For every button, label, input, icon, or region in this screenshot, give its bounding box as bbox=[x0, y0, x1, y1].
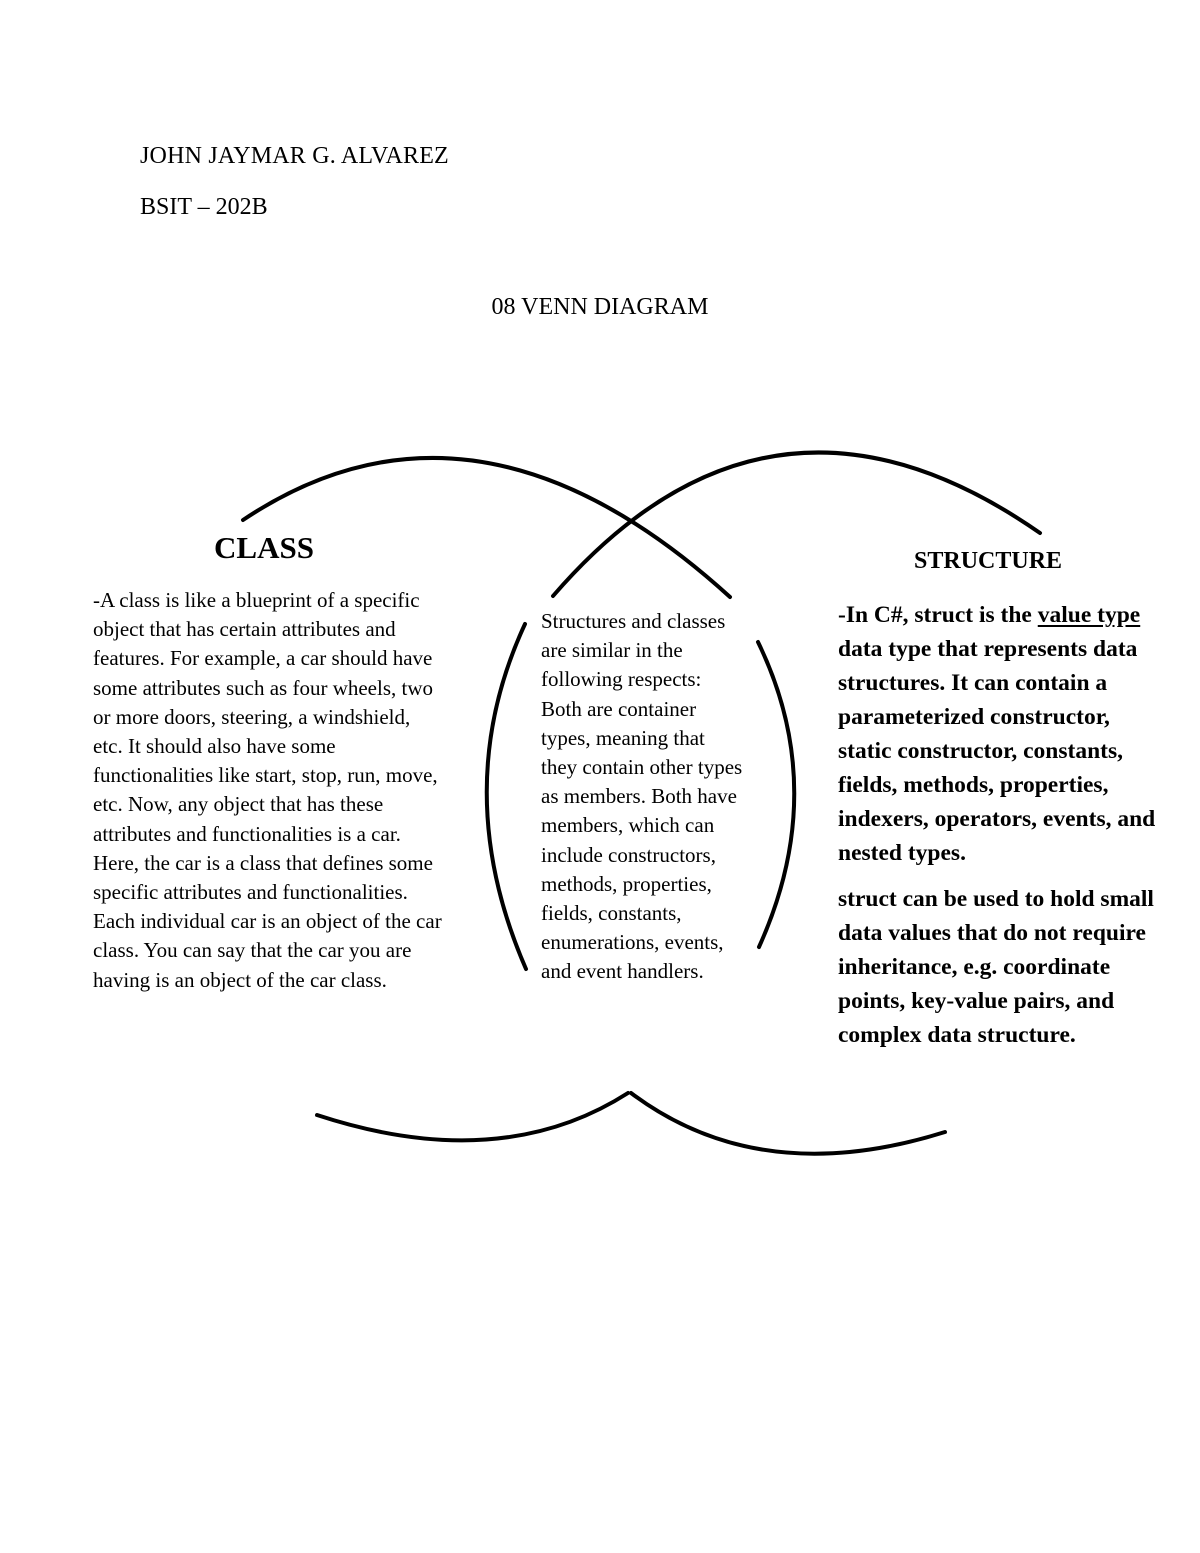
right-circle-left-arc bbox=[487, 624, 526, 969]
section-label: BSIT – 202B bbox=[140, 194, 268, 220]
right-circle-bottom-arc bbox=[631, 1093, 945, 1154]
left-circle-top-arc bbox=[243, 458, 730, 597]
value-type-link[interactable]: value type bbox=[1037, 602, 1141, 628]
class-description: -A class is like a blueprint of a specific object that has certain attributes and features. For example, a car should have some attributes such as four wheels, two or more doors, steering, a windshield, etc. It should also have some functionalities like start, stop, run, move, etc. Now, any object that has these attributes and functionalities is a car. Here, the car is a class that defines some specific attributes and functionalities. Each individual car is an object of the car class. You can say that the car you are having is an object of the car class. bbox=[93, 588, 442, 992]
structure-description bbox=[838, 598, 1168, 1052]
structure-paragraph-2: struct can be used to hold small data values that do not require inheritance, e.g. coordinate points, key-value pairs, and complex data structure. bbox=[838, 886, 1154, 1048]
class-heading: CLASS bbox=[214, 530, 314, 565]
structure-heading: STRUCTURE bbox=[914, 548, 1063, 574]
left-circle-bottom-arc bbox=[317, 1093, 628, 1140]
similarities-description: Structures and classes are similar in the following respects: Both are container types, meaning that they contain other types as members. Both have members, which can include constructors, methods, properties, fields, constants, enumerations, events, and event handlers. bbox=[541, 609, 743, 984]
structure-paragraph-1: -In C#, struct is the value type data type that represents data structures. It can contain a parameterized constructor, static constructor, constants, fields, methods, properties, indexers, operators, events, and nested types. bbox=[838, 602, 1156, 866]
left-circle-right-arc bbox=[758, 642, 794, 947]
page-title: 08 VENN DIAGRAM bbox=[491, 294, 709, 320]
author-name: JOHN JAYMAR G. ALVAREZ bbox=[140, 143, 449, 169]
